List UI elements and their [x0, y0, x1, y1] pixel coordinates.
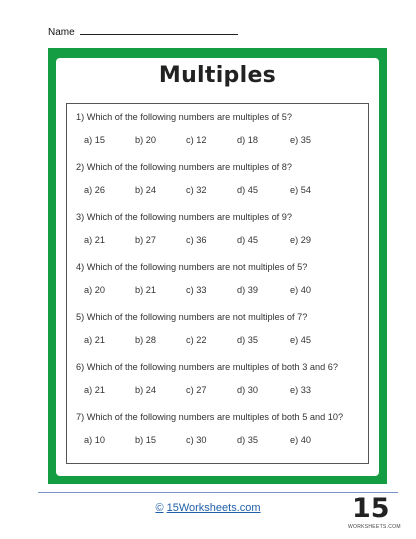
option: e) 40	[290, 435, 311, 445]
worksheet-frame	[48, 48, 387, 484]
option: e) 54	[290, 185, 311, 195]
option: e) 33	[290, 385, 311, 395]
name-label: Name	[48, 27, 75, 38]
option: e) 35	[290, 135, 311, 145]
option: d) 45	[237, 235, 258, 245]
option: d) 45	[237, 185, 258, 195]
logo-caption: WORKSHEETS.COM	[348, 524, 401, 530]
option: a) 10	[84, 435, 105, 445]
option: e) 45	[290, 335, 311, 345]
option: d) 18	[237, 135, 258, 145]
option: b) 28	[135, 335, 156, 345]
option: a) 21	[84, 385, 105, 395]
question-6: 6) Which of the following numbers are multiples of both 3 and 6?	[76, 362, 338, 372]
option: d) 30	[237, 385, 258, 395]
footer-divider	[38, 492, 398, 493]
option: e) 40	[290, 285, 311, 295]
option: d) 39	[237, 285, 258, 295]
option: c) 30	[186, 435, 207, 445]
question-5-options	[84, 335, 341, 345]
worksheet-panel	[56, 58, 379, 476]
option: b) 24	[135, 385, 156, 395]
question-3-options	[84, 235, 341, 245]
question-7-options	[84, 435, 341, 445]
question-2: 2) Which of the following numbers are multiples of 8?	[76, 162, 293, 172]
site-link[interactable]: 15Worksheets.com	[166, 502, 261, 514]
question-1-options	[84, 135, 341, 145]
option: a) 21	[84, 335, 105, 345]
question-3: 3) Which of the following numbers are multiples of 9?	[76, 212, 293, 222]
name-blank-line[interactable]	[80, 25, 238, 35]
option: a) 20	[84, 285, 105, 295]
question-6-options	[84, 385, 341, 395]
option: a) 21	[84, 235, 105, 245]
option: c) 27	[186, 385, 207, 395]
question-4: 4) Which of the following numbers are not multiples of 5?	[76, 262, 308, 272]
question-7: 7) Which of the following numbers are multiples of both 5 and 10?	[76, 412, 344, 422]
question-4-options	[84, 285, 341, 295]
option: c) 32	[186, 185, 207, 195]
option: b) 27	[135, 235, 156, 245]
questions-box	[66, 103, 369, 464]
worksheet-title: Multiples	[158, 63, 277, 88]
option: b) 24	[135, 185, 156, 195]
option: b) 20	[135, 135, 156, 145]
option: c) 22	[186, 335, 207, 345]
option: b) 21	[135, 285, 156, 295]
option: e) 29	[290, 235, 311, 245]
name-field	[48, 25, 238, 38]
option: d) 35	[237, 435, 258, 445]
option: d) 35	[237, 335, 258, 345]
question-1: 1) Which of the following numbers are multiples of 5?	[76, 112, 293, 122]
option: a) 15	[84, 135, 105, 145]
option: c) 12	[186, 135, 207, 145]
logo-number: 15	[352, 493, 390, 524]
copyright-symbol: ©	[155, 502, 164, 514]
question-2-options	[84, 185, 341, 195]
option: b) 15	[135, 435, 156, 445]
question-5: 5) Which of the following numbers are not multiples of 7?	[76, 312, 308, 322]
option: a) 26	[84, 185, 105, 195]
option: c) 33	[186, 285, 207, 295]
option: c) 36	[186, 235, 207, 245]
site-logo	[348, 493, 401, 534]
